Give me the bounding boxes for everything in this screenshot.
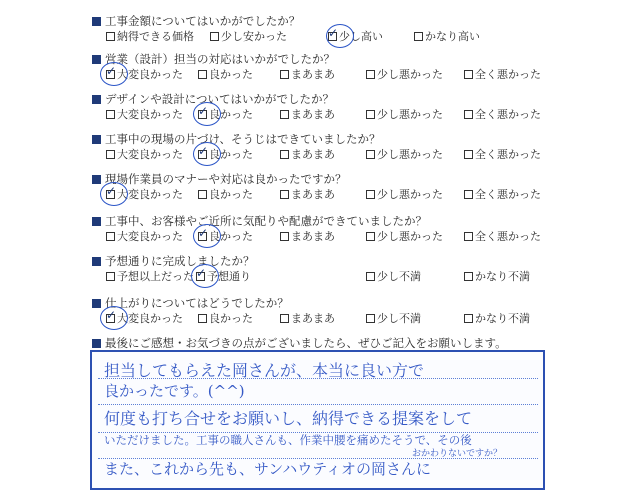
option[interactable] — [464, 230, 541, 243]
checkbox[interactable] — [464, 70, 473, 79]
bullet-square-icon — [92, 135, 101, 144]
option-label: 大変良かった — [117, 230, 183, 243]
option-label: 少し悪かった — [377, 108, 443, 121]
checkbox[interactable] — [280, 314, 289, 323]
checkbox[interactable] — [106, 272, 115, 281]
handwritten-line: また、これから先も、サンハウティオの岡さんに — [104, 460, 432, 478]
checkbox[interactable] — [464, 150, 473, 159]
checkbox[interactable] — [210, 32, 219, 41]
option-label: 大変良かった — [117, 148, 183, 161]
option-label: 少し安かった — [221, 30, 287, 43]
bullet-square-icon — [92, 55, 101, 64]
option[interactable] — [280, 148, 335, 161]
checkbox[interactable] — [280, 232, 289, 241]
option-label: まあまあ — [291, 230, 335, 243]
option-label: まあまあ — [291, 68, 335, 81]
question-label: 現場作業員のマナーや対応は良かったですか？ — [105, 172, 347, 186]
option[interactable] — [464, 188, 541, 201]
option-label: 納得できる価格 — [117, 30, 194, 43]
option-selected[interactable] — [106, 68, 183, 81]
option-label: かなり不満 — [475, 312, 530, 325]
top-strip — [92, 0, 552, 6]
option-label: 良かった — [209, 68, 253, 81]
question-8 — [92, 296, 289, 310]
option[interactable] — [464, 148, 541, 161]
option-label: 良かった — [209, 108, 253, 121]
checkbox[interactable] — [366, 232, 375, 241]
option-label: 全く悪かった — [475, 68, 541, 81]
question-6 — [92, 214, 427, 228]
bullet-square-icon — [92, 17, 101, 26]
checkbox-checked[interactable] — [106, 190, 115, 199]
option-label: まあまあ — [291, 312, 335, 325]
checkbox[interactable] — [414, 32, 423, 41]
checkbox-checked[interactable] — [198, 150, 207, 159]
checkbox[interactable] — [366, 314, 375, 323]
option[interactable] — [464, 108, 541, 121]
option[interactable] — [280, 108, 335, 121]
option[interactable] — [366, 108, 443, 121]
option-label: 予想以上だった — [117, 270, 194, 283]
checkbox[interactable] — [464, 272, 473, 281]
checkbox[interactable] — [366, 272, 375, 281]
checkbox-checked[interactable] — [106, 314, 115, 323]
option-selected[interactable] — [106, 312, 183, 325]
checkbox[interactable] — [280, 190, 289, 199]
ruled-line — [98, 404, 538, 405]
option[interactable] — [366, 312, 421, 325]
option-selected[interactable] — [198, 230, 253, 243]
option[interactable] — [280, 312, 335, 325]
checkbox[interactable] — [198, 314, 207, 323]
option-label: 全く悪かった — [475, 188, 541, 201]
option[interactable] — [106, 108, 183, 121]
bullet-square-icon — [92, 95, 101, 104]
handwritten-line: おかわりないですか？ — [412, 449, 503, 459]
option-selected[interactable] — [198, 148, 253, 161]
question-3 — [92, 92, 334, 106]
bullet-square-icon — [92, 217, 101, 226]
checkbox[interactable] — [198, 190, 207, 199]
question-2 — [92, 52, 335, 66]
option-label: 少し悪かった — [377, 148, 443, 161]
option[interactable] — [198, 68, 253, 81]
option-label: 大変良かった — [117, 108, 183, 121]
option[interactable] — [414, 30, 480, 43]
option[interactable] — [366, 188, 443, 201]
question-label: 工事中、お客様やご近所に気配りや配慮ができていましたか？ — [105, 214, 427, 228]
option-label: 大変良かった — [117, 68, 183, 81]
checkbox[interactable] — [106, 32, 115, 41]
option-label: 全く悪かった — [475, 148, 541, 161]
checkbox-checked[interactable] — [328, 32, 337, 41]
checkbox[interactable] — [106, 232, 115, 241]
checkbox[interactable] — [464, 190, 473, 199]
option[interactable] — [464, 68, 541, 81]
option-selected[interactable] — [196, 270, 251, 283]
option-selected[interactable] — [106, 188, 183, 201]
question-label: 仕上がりについてはどうでしたか？ — [105, 296, 289, 310]
checkbox[interactable] — [106, 150, 115, 159]
question-4 — [92, 132, 381, 146]
question-label: 営業（設計）担当の対応はいかがでしたか？ — [105, 52, 335, 66]
option[interactable] — [210, 30, 287, 43]
option-label: かなり高い — [425, 30, 480, 43]
handwritten-line: 何度も打ち合せをお願いし、納得できる提案をして — [104, 409, 473, 428]
comment-prompt-text: 最後にご感想・お気づきの点がございましたら、ぜひご記入をお願いします。 — [105, 336, 507, 350]
option[interactable] — [106, 270, 194, 283]
option[interactable] — [280, 230, 335, 243]
option[interactable] — [366, 270, 421, 283]
option[interactable] — [464, 270, 530, 283]
option-label: 全く悪かった — [475, 230, 541, 243]
question-label: 工事中の現場の片づけ、そうじはできていましたか？ — [105, 132, 381, 146]
option-label: まあまあ — [291, 188, 335, 201]
option-label: 少し高い — [339, 30, 383, 43]
bullet-square-icon — [92, 299, 101, 308]
checkbox-checked[interactable] — [196, 272, 205, 281]
option-label: 少し悪かった — [377, 188, 443, 201]
option[interactable] — [464, 312, 530, 325]
checkbox[interactable] — [464, 232, 473, 241]
option[interactable] — [106, 230, 183, 243]
checkbox[interactable] — [106, 110, 115, 119]
option[interactable] — [198, 312, 253, 325]
question-label: 工事金額についてはいかがでしたか？ — [105, 14, 301, 28]
question-5 — [92, 172, 347, 186]
option-selected[interactable] — [328, 30, 383, 43]
handwritten-line: いただけました。工事の職人さんも、作業中腰を痛めたそうで、その後 — [104, 433, 472, 447]
checkbox-checked[interactable] — [198, 110, 207, 119]
option[interactable] — [366, 230, 443, 243]
option-label: 少し不満 — [377, 312, 421, 325]
option[interactable] — [106, 30, 194, 43]
bullet-square-icon — [92, 339, 101, 348]
option[interactable] — [198, 188, 253, 201]
option-label: 予想通り — [207, 270, 251, 283]
checkbox[interactable] — [464, 314, 473, 323]
checkbox-checked[interactable] — [106, 70, 115, 79]
option-label: かなり不満 — [475, 270, 530, 283]
option-label: 良かった — [209, 312, 253, 325]
option[interactable] — [280, 188, 335, 201]
option-label: 少し悪かった — [377, 68, 443, 81]
option[interactable] — [366, 68, 443, 81]
option-label: 全く悪かった — [475, 108, 541, 121]
checkbox[interactable] — [280, 150, 289, 159]
option-label: 大変良かった — [117, 312, 183, 325]
option-label: 少し悪かった — [377, 230, 443, 243]
option-selected[interactable] — [198, 108, 253, 121]
bullet-square-icon — [92, 257, 101, 266]
checkbox[interactable] — [280, 110, 289, 119]
checkbox[interactable] — [366, 110, 375, 119]
option[interactable] — [106, 148, 183, 161]
option-label: まあまあ — [291, 108, 335, 121]
checkbox[interactable] — [366, 150, 375, 159]
option-label: 少し不満 — [377, 270, 421, 283]
checkbox[interactable] — [366, 70, 375, 79]
option-label: 良かった — [209, 148, 253, 161]
question-7 — [92, 254, 255, 268]
question-1 — [92, 14, 300, 28]
handwritten-line: 良かったです。(^^) — [104, 382, 245, 400]
checkbox-checked[interactable] — [198, 232, 207, 241]
option-label: まあまあ — [291, 148, 335, 161]
option-label: 良かった — [209, 188, 253, 201]
checkbox[interactable] — [280, 70, 289, 79]
comment-prompt — [92, 336, 507, 350]
bullet-square-icon — [92, 175, 101, 184]
option-label: 良かった — [209, 230, 253, 243]
handwritten-line: 担当してもらえた岡さんが、本当に良い方で — [104, 361, 425, 380]
checkbox[interactable] — [198, 70, 207, 79]
checkbox[interactable] — [366, 190, 375, 199]
checkbox[interactable] — [464, 110, 473, 119]
option[interactable] — [280, 68, 335, 81]
question-label: デザインや設計についてはいかがでしたか？ — [105, 92, 334, 106]
option-label: 大変良かった — [117, 188, 183, 201]
comment-box[interactable] — [90, 350, 545, 490]
question-label: 予想通りに完成しましたか？ — [105, 254, 255, 268]
option[interactable] — [366, 148, 443, 161]
